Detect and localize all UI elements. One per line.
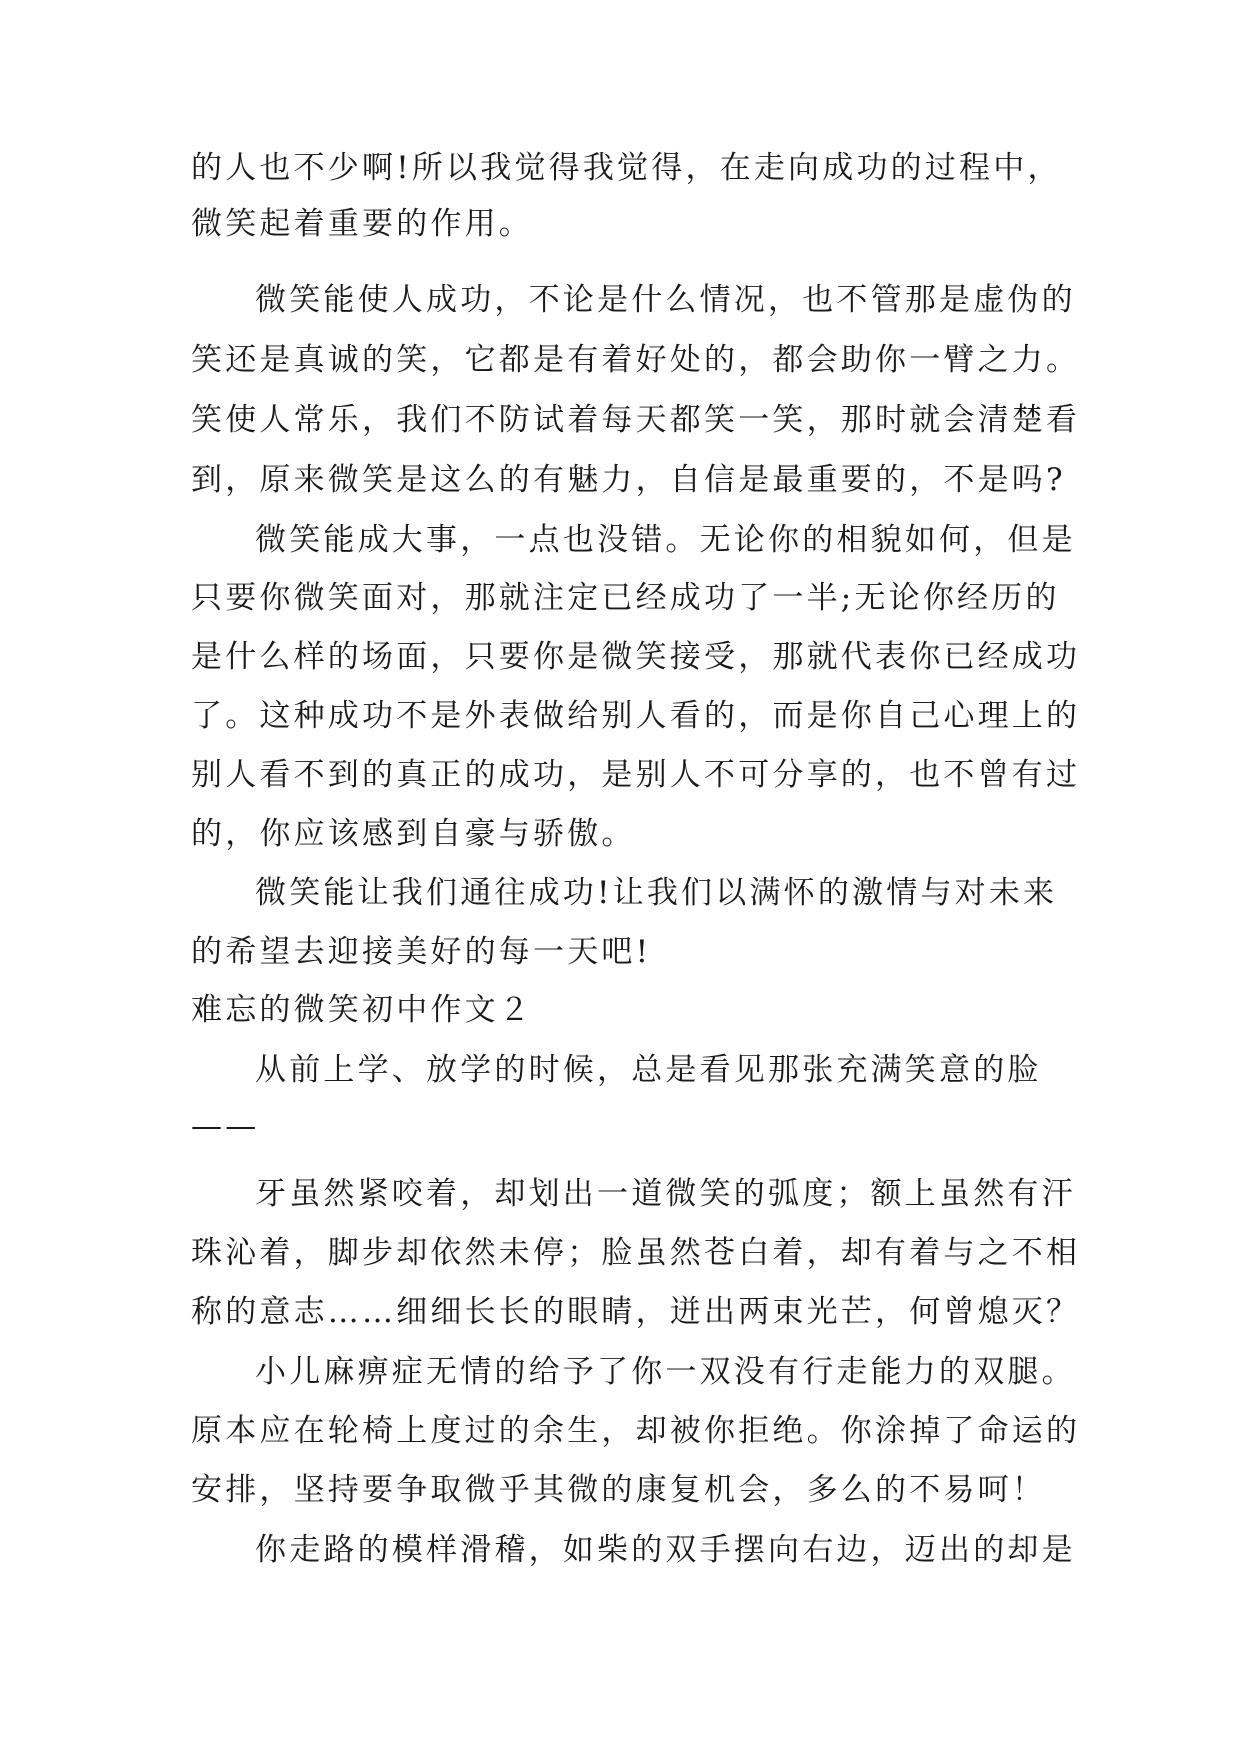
text-line: 了。这种成功不是外表做给别人看的，而是你自己心理上的 (191, 698, 1081, 734)
text-line: 的，你应该感到自豪与骄傲。 (191, 816, 636, 852)
text-line: 笑还是真诚的笑，它都是有着好处的，都会助你一臂之力。 (191, 342, 1081, 378)
text-line: 牙虽然紧咬着，却划出一道微笑的弧度；额上虽然有汗 (255, 1176, 1076, 1212)
text-line: 别人看不到的真正的成功，是别人不可分享的，也不曾有过 (191, 757, 1081, 793)
text-line: 从前上学、放学的时候，总是看见那张充满笑意的脸 (255, 1052, 1042, 1088)
text-line: 的希望去迎接美好的每一天吧! (191, 934, 652, 970)
text-line: 微笑能让我们通往成功!让我们以满怀的激情与对未来 (255, 875, 1058, 911)
text-line: 小儿麻痹症无情的给予了你一双没有行走能力的双腿。 (255, 1354, 1076, 1390)
text-line: 到，原来微笑是这么的有魅力，自信是最重要的，不是吗? (191, 462, 1066, 498)
text-line: 微笑起着重要的作用。 (191, 206, 533, 242)
text-line: 你走路的模样滑稽，如柴的双手摆向右边，迈出的却是 (255, 1532, 1076, 1568)
text-line: 微笑能成大事，一点也没错。无论你的相貌如何，但是 (255, 522, 1076, 558)
text-line: 的人也不少啊!所以我觉得我觉得，在走向成功的过程中， (191, 150, 1062, 186)
text-line: 珠沁着，脚步却依然未停；脸虽然苍白着，却有着与之不相 (191, 1235, 1081, 1271)
text-line: 只要你微笑面对，那就注定已经成功了一半;无论你经历的 (191, 580, 1060, 616)
text-line: 安排，坚持要争取微乎其微的康复机会，多么的不易呵！ (191, 1472, 1046, 1508)
text-line: —— (191, 1108, 260, 1144)
text-line: 称的意志……细细长长的眼睛，迸出两束光芒，何曾熄灭？ (191, 1294, 1081, 1330)
text-line: 原本应在轮椅上度过的余生，却被你拒绝。你涂掉了命运的 (191, 1413, 1081, 1449)
text-line: 是什么样的场面，只要你是微笑接受，那就代表你已经成功 (191, 639, 1081, 675)
section-heading: 难忘的微笑初中作文２ (191, 992, 533, 1028)
text-line: 微笑能使人成功，不论是什么情况，也不管那是虚伪的 (255, 282, 1076, 318)
text-line: 笑使人常乐，我们不防试着每天都笑一笑，那时就会清楚看 (191, 402, 1081, 438)
